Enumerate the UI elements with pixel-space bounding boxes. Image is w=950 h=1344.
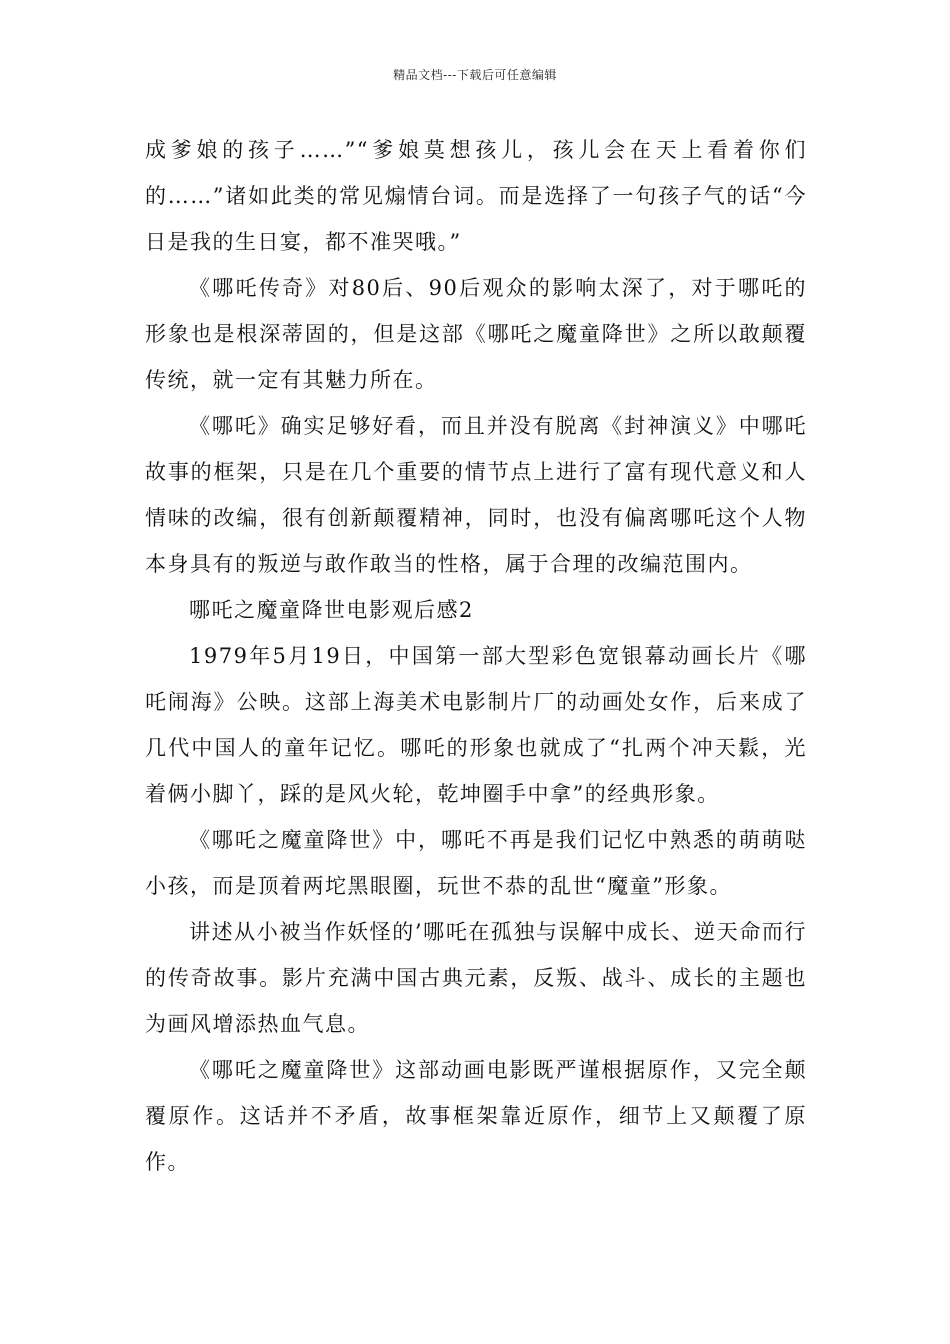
section-heading: 哪吒之魔童降世电影观后感2 [189, 598, 474, 622]
paragraph: 《哪吒》确实足够好看，而且并没有脱离《封神演义》中哪吒故事的框架，只是在几个重要的情节点上进行了富有现代意义和人情味的改编，很有创新颠覆精神，同时，也没有偏离哪吒这个人物本身具有的叛逆与敢作敢当的性格，属于合理的改编范围内。 [145, 414, 807, 576]
paragraph: 《哪吒之魔童降世》这部动画电影既严谨根据原作，又完全颠覆原作。这话并不矛盾，故事框架靠近原作，细节上又颠覆了原作。 [145, 1058, 807, 1174]
paragraph: 成爹娘的孩子……”“爹娘莫想孩儿，孩儿会在天上看着你们的……”诸如此类的常见煽情台词。而是选择了一句孩子气的话“今日是我的生日宴，都不准哭哦。” [145, 138, 807, 254]
paragraph: 1979年5月19日，中国第一部大型彩色宽银幕动画长片《哪吒闹海》公映。这部上海美术电影制片厂的动画处女作，后来成了几代中国人的童年记忆。哪吒的形象也就成了“扎两个冲天鬏，光着俩小脚丫，踩的是风火轮，乾坤圈手中拿”的经典形象。 [145, 644, 807, 806]
body-text [145, 127, 807, 1185]
paragraph: 《哪吒之魔童降世》中，哪吒不再是我们记忆中熟悉的萌萌哒小孩，而是顶着两坨黑眼圈，玩世不恭的乱世“魔童”形象。 [145, 828, 807, 898]
paragraph: 讲述从小被当作妖怪的’哪吒在孤独与误解中成长、逆天命而行的传奇故事。影片充满中国古典元素，反叛、战斗、成长的主题也为画风增添热血气息。 [145, 920, 807, 1036]
paragraph: 《哪吒传奇》对80后、90后观众的影响太深了，对于哪吒的形象也是根深蒂固的，但是这部《哪吒之魔童降世》之所以敢颠覆传统，就一定有其魅力所在。 [145, 276, 807, 392]
page-header: 精品文档---下载后可任意编辑 [393, 68, 557, 82]
